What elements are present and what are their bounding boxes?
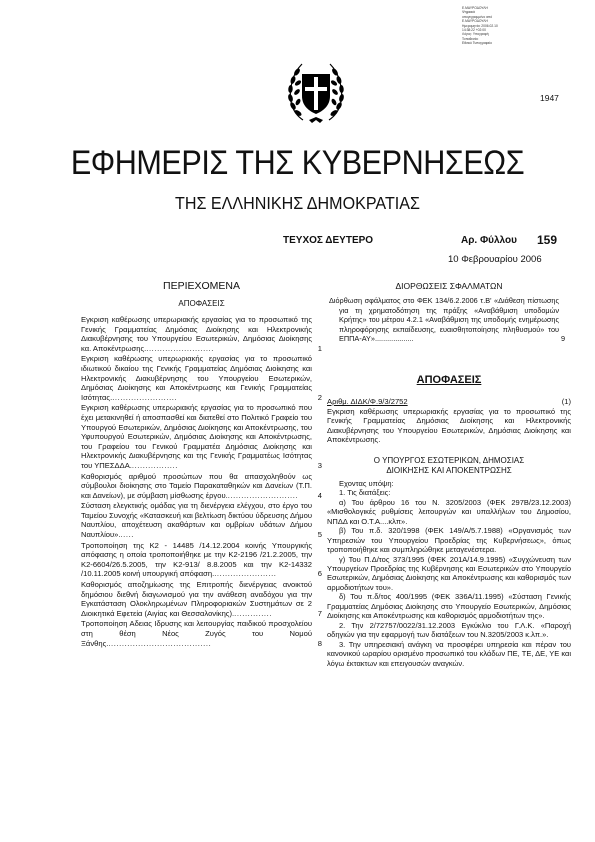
entry-text: Εγκριση καθέρωσης υπερωριακής εργασίας για το προσωπικό ιδιωτικού δικαίου της Γενικής Γραμματείας Δημόσιας Διοίκησης και Ηλεκτρονικής Διακυβέρνησης του Υπουργείου Εσωτερικών, Δημόσιας Διοίκησης και Αποκέντρωσης και Γενικής Γραμματείας Ισότητας. bbox=[81, 354, 312, 402]
body-paragraph: γ) Του Π.Δ/τος 373/1995 (ΦΕΚ 201Α/14.9.1995) «Συγχώνευση των Υπουργείων Προεδρίας της Κυβέρνησης και Εσωτερικών στο Υπουργείο Εσωτερικών, Δημόσιας Διοίκησης και Αποκέντρωσης και καθορισμός των αρμοδιοτήτων του». bbox=[327, 554, 571, 592]
contents-entry[interactable]: Σύσταση ελεγκτικής ομάδας για τη διενέργεια ελέγχου, στο έργο του Ταμείου Συνοχής «Κατασκευή και βελτίωση δικτύου ύδρευσης Δήμου Ναυπλίου, αποχέτευση ακαθάρτων και ομβρίων υδάτων Δήμου Ναυπλίου»...... 5 bbox=[81, 501, 322, 540]
contents-entry[interactable]: Εγκριση καθέρωσης υπερωριακής εργασίας για το προσωπικό που έχει μετακινηθεί ή αποσπασθεί και διατεθεί στο Πολιτικό Γραφείο του Υπουργού Εσωτερικών, Δημόσιας Διοίκησης και Αποκέντρωσης, του Υφυπουργού Εσωτερικών, Δημόσιας Διοίκησης και Αποκέντρωσης, του Γραφείου του Γενικού Γραμματέα Δημόσιας Διοίκησης και Ηλεκτρονικής Διακυβέρνησης και της Γενικής Γραμματέως Ισότητας του ΥΠΕΣΔΔΑ.................. 3 bbox=[81, 403, 322, 470]
contents-entry[interactable]: Καθορισμός αριθμού προσώπων που θα απασχοληθούν ως σύμβουλοι διοίκησης στο Ταμείο Παρακαταθηκών και Δανείων (Τ.Π. και Δανείων), με σύμβαση μίσθωσης έργου........................... 4 bbox=[81, 471, 322, 500]
contents-subheading: ΑΠΟΦΑΣΕΙΣ bbox=[178, 299, 225, 308]
contents-column bbox=[81, 280, 322, 648]
stamp-line: Ημερομηνία: 2006.02.10 bbox=[462, 23, 498, 28]
entry-text: Εγκριση καθέρωσης υπερωριακής εργασίας για το προσωπικό που έχει μετακινηθεί ή αποσπασθεί και διατεθεί στο Πολιτικό Γραφείο του Υπουργού Εσωτερικών, Δημόσιας Διοίκησης και Αποκέντρωσης, του Υφυπουργού Εσωτερικών, Δημόσιας Διοίκησης και Αποκέντρωσης, του Γραφείου του Γενικού Γραμματέα Δημόσιας Διοίκησης και Ηλεκτρονικής Διακυβέρνησης και της Γενικής Γραμματέως Ισότητας του ΥΠΕΣΔΔΑ. bbox=[81, 403, 312, 470]
digital-signature-stamp bbox=[462, 6, 540, 46]
stamp-line: Λόγος: Υπογραφή bbox=[462, 32, 489, 37]
body-paragraph: 1. Τις διατάξεις: bbox=[339, 488, 391, 498]
entry-text: Σύσταση ελεγκτικής ομάδας για τη διενέργεια ελέγχου, στο έργο του Ταμείου Συνοχής «Κατασκευή και βελτίωση δικτύου ύδρευσης Δήμου Ναυπλίου, αποχέτευση ακαθάρτων και ομβρίων υδάτων Δήμου Ναυπλίου». bbox=[81, 501, 312, 540]
gazette-subtitle: ΤΗΣ ΕΛΛΗΝΙΚΗΣ ΔΗΜΟΚΡΑΤΙΑΣ bbox=[175, 193, 420, 213]
stamp-line: υπογεγραμμένο από bbox=[462, 14, 493, 19]
body-paragraph: Εχοντας υπόψη: bbox=[339, 478, 394, 488]
body-paragraph: δ) Του π.δ/τος 400/1995 (ΦΕΚ 336Α/11.1995) «Σύσταση Γενικής Γραμματείας Δημόσιας Διοίκησης στο Υπουργείο Εσωτερικών, Δημόσιας Διοίκησης και Αποκέντρωσης και καθορισμός αρμοδιοτήτων της». bbox=[327, 592, 571, 621]
body-paragraph: α) Του άρθρου 16 του Ν. 3205/2003 (ΦΕΚ 297Β/23.12.2003) «Μισθολογικές ρυθμίσεις λειτουργών και υπαλλήλων του Δημοσίου, ΝΠΔΔ και Ο.Τ.Α....κλπ». bbox=[327, 497, 571, 526]
contents-entry[interactable]: Τροποποίηση Αδειας Ιδρυσης και λειτουργίας παιδικού προσχολείου στη θέση Νέος Ζυγός του Νομού Ξάνθης....................................... 8 bbox=[81, 619, 322, 648]
entry-text: Τροποποίηση Αδειας Ιδρυσης και λειτουργίας παιδικού προσχολείου στη θέση Νέος Ζυγός του Νομού Ξάνθης. bbox=[81, 619, 312, 648]
issue-series: ΤΕΥΧΟΣ ΔΕΥΤΕΡΟ bbox=[283, 235, 374, 246]
sheet-number-label: Αρ. Φύλλου bbox=[461, 235, 517, 246]
corrections-heading: ΔΙΟΡΘΩΣΕΙΣ ΣΦΑΛΜΑΤΩΝ bbox=[395, 281, 503, 291]
entry-page: 5 bbox=[317, 530, 322, 540]
decision-index: (1) bbox=[561, 396, 571, 406]
entry-text: Καθορισμός αποζημίωσης της Επιτροπής διενέργειας ανοικτού δημόσιου διεθνή διαγωνισμού για την ανάθεση αναδόχου για την Εγκατάσταση Ολοκληρωμένων Πληροφοριακών Συστημάτων σε 2 Διοικητικά Εφετεία (Αιγίας και Θεσσαλονίκης). bbox=[81, 580, 312, 618]
correction-entry[interactable]: Διόρθωση σφάλματος στο ΦΕΚ 134/6.2.2006 τ.Β' «Διάθεση πίστωσης για τη χρηματοδότηση της πράξης «Αναβάθμιση υποδομών Κρήτης» του μέτρου 4.2.1 «Αναβάθμιση της υποδομής ενημέρωσης πληροφόρησης εκπαίδευσης, ευαισθητοποίησης πληθυσμού» του ΕΠΠΑ-ΑΥ»................... 9 bbox=[329, 296, 566, 344]
entry-page: 2 bbox=[317, 392, 322, 402]
coat-of-arms-icon bbox=[287, 60, 345, 124]
body-paragraph: 2. Την 2/72757/0022/31.12.2003 Εγκύκλιο του Γ.Λ.Κ. «Παροχή οδηγιών για την εφαρμογή των διατάξεων του Ν.3205/2003 κ.λπ.». bbox=[327, 620, 571, 640]
entry-text: Καθορισμός αριθμού προσώπων που θα απασχοληθούν ως σύμβουλοι διοίκησης στο Ταμείο Παρακαταθηκών και Δανείων (Τ.Π. και Δανείων), με σύμβαση μίσθωσης έργου. bbox=[81, 471, 312, 500]
contents-entry[interactable]: Καθορισμός αποζημίωσης της Επιτροπής διενέργειας ανοικτού δημόσιου διεθνή διαγωνισμού για την ανάθεση αναδόχου για την Εγκατάσταση Ολοκληρωμένων Πληροφοριακών Συστημάτων σε 2 Διοικητικά Εφετεία (Αιγίας και Θεσσαλονίκης)............... 7 bbox=[81, 580, 322, 618]
contents-entry[interactable]: Τροποποίηση της Κ2 - 14485 /14.12.2004 κοινής Υπουργικής απόφασης η οποία τροποποιήθηκε με την Κ2-2196 /21.2.2005, την Κ2-6604/26.5.2005, την Κ2-913/ 8.8.2005 και την Κ2-14332 /10.11.2005 κοινή υπουργική απόφαση........................ 6 bbox=[81, 540, 322, 579]
stamp-line: Ε.ΜΑΥΡΟΔΟΥΛΗ bbox=[462, 19, 488, 24]
contents-entry[interactable]: Εγκριση καθέρωσης υπερωριακής εργασίας για το προσωπικό ιδιωτικού δικαίου της Γενικής Γραμματείας Δημόσιας Διοίκησης και Ηλεκτρονικής Διακυβέρνησης του Υπουργείου Εσωτερικών, Δημόσιας Διοίκησης και Αποκέντρωσης και Γενικής Γραμματείας Ισότητας......................... 2 bbox=[81, 354, 322, 402]
entry-page: 6 bbox=[317, 569, 322, 579]
stamp-line: Τοποθεσία: bbox=[462, 36, 479, 41]
decision-summary: Εγκριση καθέρωσης υπερωριακής εργασίας για το προσωπικό της Γενικής Γραμματείας Δημόσιας Διοίκησης και Ηλεκτρονικής Διακυβέρνησης του Υπουργείου Εσωτερικών, Δημόσιας Διοίκησης και Αποκέντρωσης. bbox=[327, 406, 571, 445]
stamp-line: 14:38:22 +02:00 bbox=[462, 28, 486, 33]
entry-page: 4 bbox=[317, 490, 322, 500]
decision-number: Αριθμ. ΔΙΔΚ/Φ.9/3/2752 bbox=[327, 396, 408, 406]
decisions-column bbox=[327, 280, 571, 668]
entry-page: 3 bbox=[317, 460, 322, 470]
sheet-number: 159 bbox=[537, 233, 558, 247]
minister-title-line: Ο ΥΠΟΥΡΓΟΣ ΕΣΩΤΕΡΙΚΩΝ, ΔΗΜΟΣΙΑΣ bbox=[373, 455, 525, 465]
entry-page: 7 bbox=[317, 608, 322, 618]
entry-page: 8 bbox=[317, 638, 322, 648]
entry-text: Εγκριση καθέρωσης υπερωριακής εργασίας για το προσωπικό της Γενικής Γραμματείας Δημόσιας Διοίκησης και Ηλεκτρονικής Διακυβέρνησης του Υπουργείου Εσωτερικών, Δημόσιας Διοίκησης κα. Αποκέντρωσης. bbox=[81, 315, 312, 353]
page-number: 1947 bbox=[540, 93, 559, 103]
stamp-line: Ψηφιακά bbox=[462, 10, 475, 15]
body-paragraph: β) Του π.δ. 320/1998 (ΦΕΚ 149/Α/5.7.1988) «Οργανισμός των Υπηρεσιών του Υπουργείου Προεδρίας της Κυβερνήσεως», όπως τροποποιήθηκε και συμπληρώθηκε μεταγενέστερα. bbox=[327, 526, 571, 555]
correction-text: Διόρθωση σφάλματος στο ΦΕΚ 134/6.2.2006 τ.Β' «Διάθεση πίστωσης για τη χρηματοδότηση της πράξης «Αναβάθμιση υποδομών Κρήτης» του μέτρου 4.2.1 «Αναβάθμιση της υποδομής ενημέρωσης πληροφόρησης εκπαίδευσης, ευαισθητοποίησης πληθυσμού» του ΕΠΠΑ-ΑΥ». bbox=[329, 296, 559, 344]
stamp-line: Εθνικό Τυπογραφείο bbox=[462, 41, 492, 46]
contents-entry[interactable]: Εγκριση καθέρωσης υπερωριακής εργασίας για το προσωπικό της Γενικής Γραμματείας Δημόσιας Διοίκησης και Ηλεκτρονικής Διακυβέρνησης του Υπουργείου Εσωτερικών, Δημόσιας Διοίκησης κα. Αποκέντρωσης.......................... 1 bbox=[81, 315, 322, 353]
gazette-title: ΕΦΗΜΕΡΙΣ ΤΗΣ ΚΥΒΕΡΝΗΣΕΩΣ bbox=[70, 144, 525, 182]
decision-number-line bbox=[327, 397, 571, 407]
issue-date: 10 Φεβρουαρίου 2006 bbox=[448, 254, 542, 265]
contents-heading: ΠΕΡΙΕΧΟΜΕΝΑ bbox=[162, 280, 241, 292]
stamp-line: Ε.ΜΑΥΡΟΔΟΥΛΗ bbox=[462, 6, 488, 10]
minister-title bbox=[327, 456, 571, 476]
body-paragraph: 3. Την υπηρεσιακή ανάγκη να προσφέρει υπηρεσία και πέραν του κανονικού ωραρίου ορισμένο προσωπικό του κλάδων ΠΕ, ΤΕ, ΔΕ, ΥΕ και λόγω έκτακτων και επειγουσών αναγκών. bbox=[327, 639, 571, 668]
minister-title-line: ΔΙΟΙΚΗΣΗΣ ΚΑΙ ΑΠΟΚΕΝΤΡΩΣΗΣ bbox=[386, 465, 512, 475]
decisions-heading: ΑΠΟΦΑΣΕΙΣ bbox=[416, 373, 482, 386]
entry-page: 1 bbox=[317, 343, 322, 353]
entry-text: Τροποποίηση της Κ2 - 14485 /14.12.2004 κοινής Υπουργικής απόφασης η οποία τροποποιήθηκε με την Κ2-2196 /21.2.2005, την Κ2-6604/26.5.2005, την Κ2-913/ 8.8.2005 και την Κ2-14332 /10.11.2005 κοινή υπουργική απόφαση. bbox=[81, 540, 312, 579]
